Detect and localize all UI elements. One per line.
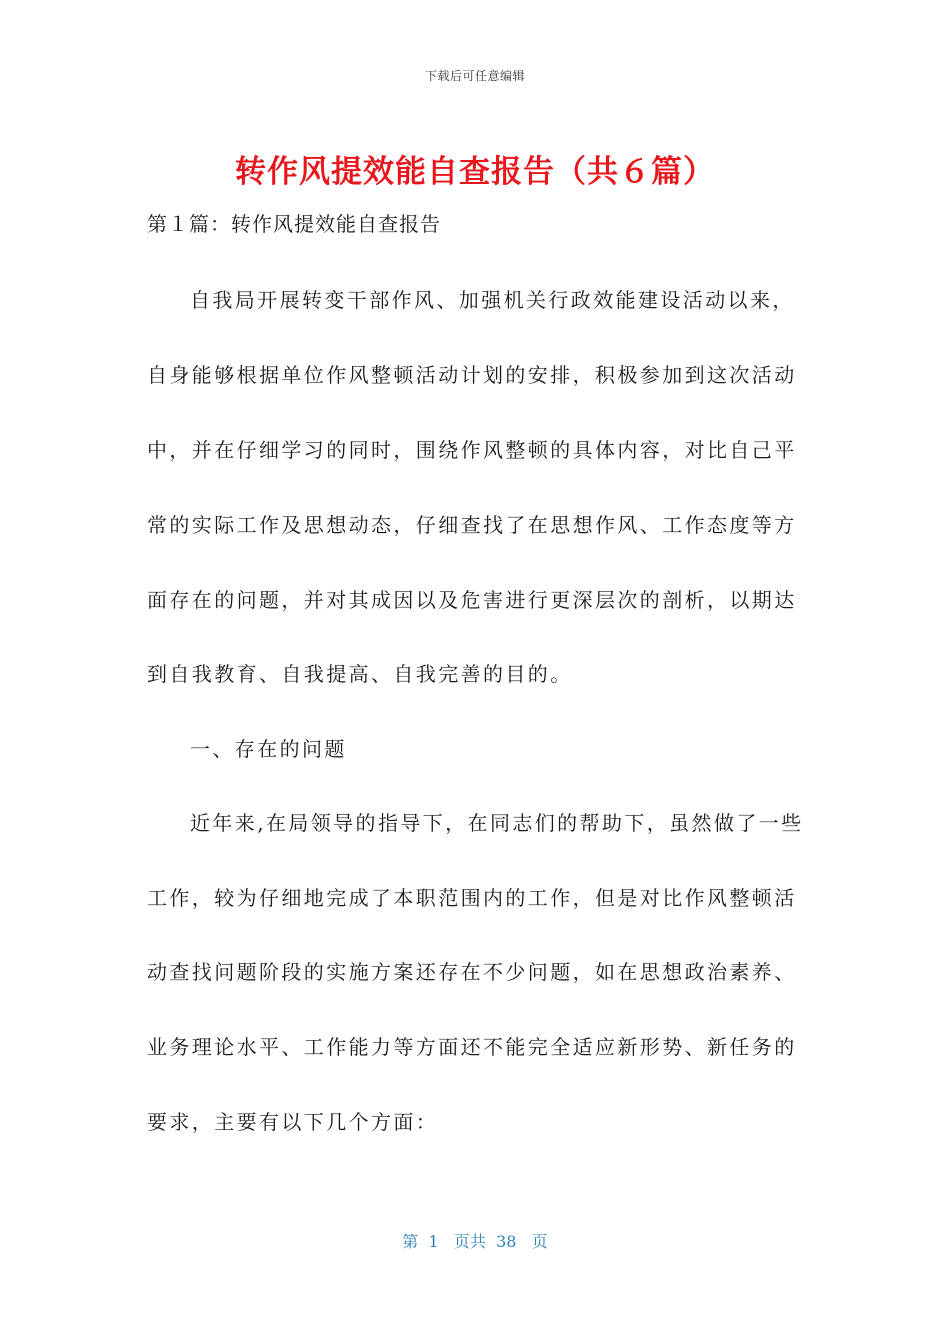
body-line: 到自我教育、自我提高、自我完善的目的。 — [147, 662, 573, 686]
body-line: 常的实际工作及思想动态，仔细查找了在思想作风、工作态度等方 — [147, 513, 797, 537]
section-subtitle: 第１篇：转作风提效能自查报告 — [147, 212, 441, 236]
body-line: 面存在的问题，并对其成因以及危害进行更深层次的剖析，以期达 — [147, 588, 797, 612]
page-footer: 第 1 页共 38 页 — [402, 1232, 548, 1251]
body-line: 近年来,在局领导的指导下，在同志们的帮助下，虽然做了一些 — [190, 811, 804, 835]
document-title: 转作风提效能自查报告（共６篇） — [235, 154, 715, 190]
body-line: 动查找问题阶段的实施方案还存在不少问题，如在思想政治素养、 — [147, 960, 797, 984]
body-line: 自我局开展转变干部作风、加强机关行政效能建设活动以来， — [190, 288, 795, 312]
body-line: 工作，较为仔细地完成了本职范围内的工作，但是对比作风整顿活 — [147, 886, 797, 910]
section-heading: 一、存在的问题 — [190, 737, 347, 761]
body-line: 中，并在仔细学习的同时，围绕作风整顿的具体内容，对比自己平 — [147, 438, 797, 462]
body-line: 业务理论水平、工作能力等方面还不能完全适应新形势、新任务的 — [147, 1035, 797, 1059]
body-line: 自身能够根据单位作风整顿活动计划的安排，积极参加到这次活动 — [147, 363, 797, 387]
body-line: 要求，主要有以下几个方面： — [147, 1110, 439, 1134]
header-note: 下载后可任意编辑 — [424, 69, 525, 83]
